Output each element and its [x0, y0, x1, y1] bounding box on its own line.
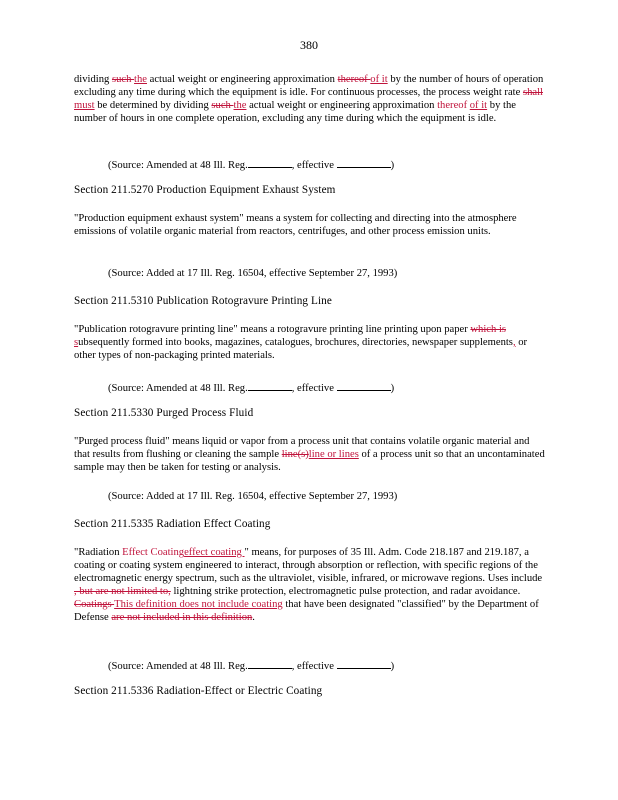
- source-text: , effective: [291, 661, 337, 672]
- deletion: such: [111, 74, 135, 85]
- insertion: This definition does not include coating: [114, 599, 283, 610]
- insertion: thereof: [437, 100, 468, 111]
- source-text: ): [390, 661, 395, 672]
- insertion: line or lines: [308, 449, 359, 460]
- deletion: Effect Coating: [122, 547, 185, 558]
- deletion: line(s): [281, 449, 309, 460]
- source-text: (Source: Amended at 48 Ill. Reg.: [108, 160, 248, 171]
- section-body: [74, 546, 546, 624]
- insertion: ,: [512, 337, 516, 348]
- section-heading: Section 211.5270 Production Equipment Exhaust System: [74, 184, 336, 196]
- text: actual weight or engineering approximation: [147, 74, 338, 85]
- deletion: are not included in this definition: [111, 612, 253, 623]
- text: "Radiation: [74, 547, 123, 558]
- blank-line: [248, 658, 292, 669]
- source-note: [108, 380, 508, 395]
- source-note: (Source: Added at 17 Ill. Reg. 16504, effective September 27, 1993): [108, 491, 398, 502]
- blank-line: [337, 380, 391, 391]
- source-note: (Source: Added at 17 Ill. Reg. 16504, effective September 27, 1993): [108, 268, 398, 279]
- section-heading: Section 211.5330 Purged Process Fluid: [74, 407, 254, 419]
- text: "Publication rotogravure printing line" means a rotogravure printing line printing upon paper: [74, 324, 471, 335]
- source-text: (Source: Amended at 48 Ill. Reg.: [108, 383, 248, 394]
- text: .: [252, 612, 255, 623]
- deletion: , but are not limited to,: [74, 586, 171, 597]
- deletion: thereof: [337, 74, 371, 85]
- source-text: (Source: Amended at 48 Ill. Reg.: [108, 661, 248, 672]
- section-heading: Section 211.5310 Publication Rotogravure Printing Line: [74, 295, 332, 307]
- source-text: ): [390, 383, 395, 394]
- deletion: such: [211, 100, 234, 111]
- blank-line: [248, 157, 292, 168]
- section-body: [74, 435, 546, 474]
- text: be determined by dividing: [94, 100, 212, 111]
- deletion: shall: [522, 87, 543, 98]
- deletion: Coatings: [74, 599, 115, 610]
- section-body: [74, 323, 546, 362]
- text: that have been designated "classified" by the Department of Defense: [74, 599, 539, 623]
- insertion: s: [74, 337, 79, 348]
- text: dividing: [74, 74, 112, 85]
- text: ubsequently formed into books, magazines, catalogues, brochures, directories, newspaper supplements: [78, 337, 513, 348]
- insertion: effect coating: [184, 547, 245, 558]
- source-note: [108, 157, 508, 172]
- blank-line: [337, 658, 391, 669]
- section-heading: Section 211.5336 Radiation-Effect or Electric Coating: [74, 685, 323, 697]
- text: " means, for purposes of 35 Ill. Adm. Code 218.187 and 219.187, a coating or coating system engineered to interact, through absorption or reflection, with specific regions of the electromagnetic energy spectrum, such as the ultraviolet, visible, infrared, or microwave regions. Uses include: [74, 547, 543, 584]
- text: by the number of hours in one complete operation, excluding any time during which the equipment is idle.: [74, 100, 516, 124]
- text: of a process unit so that an uncontaminated sample may then be taken for testing or analysis.: [74, 449, 545, 473]
- page-number: 380: [300, 38, 318, 52]
- text: "Purged process fluid" means liquid or vapor from a process unit that contains volatile organic material and that results from flushing or cleaning the sample: [74, 436, 530, 460]
- paragraph-process-weight: [74, 73, 546, 125]
- insertion: must: [74, 100, 95, 111]
- insertion: the: [134, 74, 147, 85]
- blank-line: [337, 157, 391, 168]
- insertion: the: [233, 100, 247, 111]
- blank-line: [248, 380, 292, 391]
- source-text: , effective: [291, 160, 337, 171]
- source-text: ): [390, 160, 395, 171]
- insertion: of it: [370, 74, 388, 85]
- source-note: [108, 658, 508, 673]
- text: actual weight or engineering approximation: [246, 100, 438, 111]
- source-text: , effective: [291, 383, 337, 394]
- text: by the number of hours of operation excluding any time during which the equipment is idle. For continuous processes, the process weight rate: [74, 74, 544, 98]
- section-heading: Section 211.5335 Radiation Effect Coating: [74, 518, 271, 530]
- deletion: which is: [470, 324, 507, 335]
- insertion: of it: [469, 100, 488, 111]
- section-body: "Production equipment exhaust system" means a system for collecting and directing into the atmosphere emissions of volatile organic material from reactors, centrifuges, and other process emission units.: [74, 213, 517, 237]
- text: or other types of non-packaging printed materials.: [74, 337, 528, 361]
- text: lightning strike protection, electromagnetic pulse protection, and radar avoidance.: [170, 586, 521, 597]
